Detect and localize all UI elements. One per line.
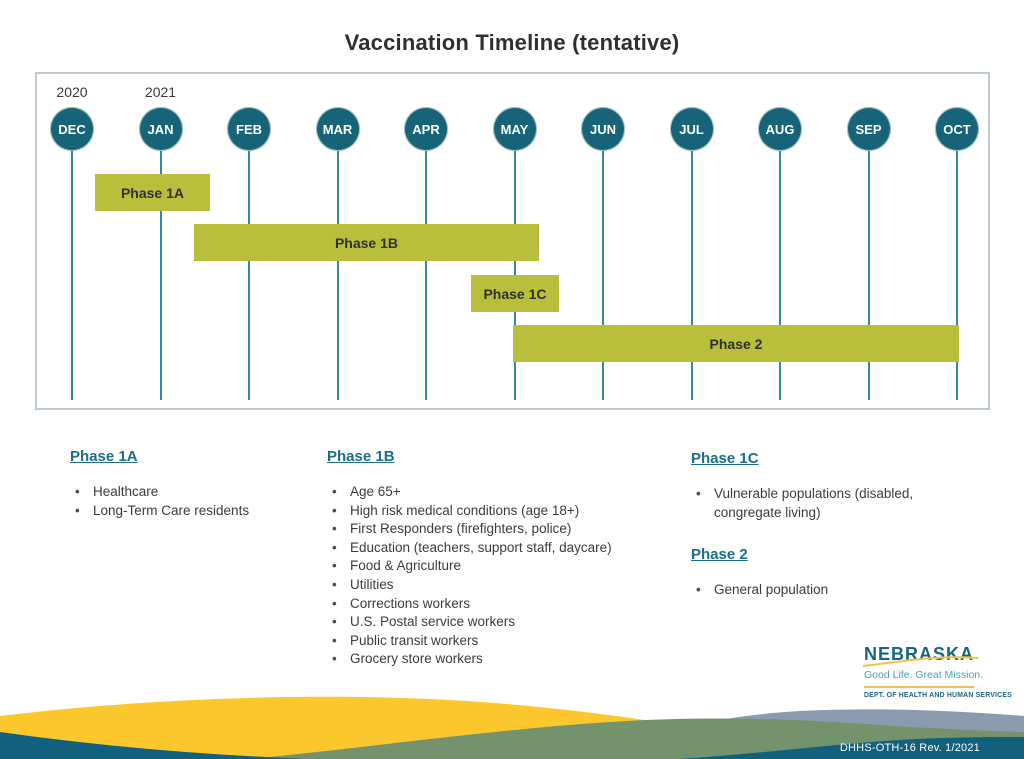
list-item: • Public transit workers: [327, 632, 672, 651]
month-gridline: [602, 150, 604, 400]
logo-dept-line: DEPT. OF HEALTH AND HUMAN SERVICES: [864, 692, 1012, 699]
section-heading: Phase 1A: [70, 448, 138, 465]
list-item: • Vulnerable populations (disabled, congregate living): [691, 485, 961, 522]
month-gridline: [248, 150, 250, 400]
list-item: • Utilities: [327, 576, 672, 595]
list-item: • Age 65+: [327, 483, 672, 502]
month-circle: OCT: [935, 107, 979, 151]
list-item: • Grocery store workers: [327, 650, 672, 669]
list-item: • Corrections workers: [327, 595, 672, 614]
list-item: • Food & Agriculture: [327, 557, 672, 576]
phase-bar: Phase 2: [513, 325, 959, 362]
section-list: [691, 581, 961, 600]
timeline-chart: [35, 72, 990, 410]
list-item: • Education (teachers, support staff, daycare): [327, 539, 672, 558]
month-circle: APR: [404, 107, 448, 151]
section-list: [327, 483, 672, 669]
phase-bar: Phase 1B: [194, 224, 539, 261]
section-heading: Phase 2: [691, 546, 748, 563]
month-circle: AUG: [758, 107, 802, 151]
month-gridline: [779, 150, 781, 400]
section-list: [691, 485, 961, 522]
logo-wordmark: NEBRASKA: [864, 644, 978, 665]
list-item: • High risk medical conditions (age 18+): [327, 502, 672, 521]
section-heading: Phase 1C: [691, 450, 759, 467]
list-item: • First Responders (firefighters, police): [327, 520, 672, 539]
year-label: 2020: [56, 84, 88, 100]
month-circle: SEP: [847, 107, 891, 151]
month-circle: DEC: [50, 107, 94, 151]
document-id: DHHS-OTH-16 Rev. 1/2021: [839, 742, 980, 754]
logo-divider: [864, 686, 974, 688]
month-gridline: [868, 150, 870, 400]
month-circle: JAN: [139, 107, 183, 151]
list-item: • Long-Term Care residents: [70, 502, 320, 521]
section-phase-2: [691, 546, 961, 600]
phase-bar: Phase 1A: [95, 174, 210, 211]
section-phase-1b: [327, 448, 672, 669]
section-phase-1c: [691, 450, 961, 522]
section-list: [70, 483, 320, 520]
month-gridline: [691, 150, 693, 400]
list-item: • General population: [691, 581, 961, 600]
month-gridline: [337, 150, 339, 400]
month-gridline: [425, 150, 427, 400]
month-circle: MAR: [316, 107, 360, 151]
page-title: Vaccination Timeline (tentative): [344, 30, 680, 55]
month-circle: JUL: [670, 107, 714, 151]
month-circle: MAY: [493, 107, 537, 151]
year-label: 2021: [144, 84, 177, 100]
month-gridline: [956, 150, 958, 400]
list-item: • Healthcare: [70, 483, 320, 502]
section-heading: Phase 1B: [327, 448, 395, 465]
phase-bar: Phase 1C: [471, 275, 559, 312]
month-circle: JUN: [581, 107, 625, 151]
section-phase-1a: [70, 448, 320, 520]
logo-tagline: Good Life. Great Mission.: [864, 669, 984, 681]
list-item: • U.S. Postal service workers: [327, 613, 672, 632]
month-circle: FEB: [227, 107, 271, 151]
month-gridline: [71, 150, 73, 400]
